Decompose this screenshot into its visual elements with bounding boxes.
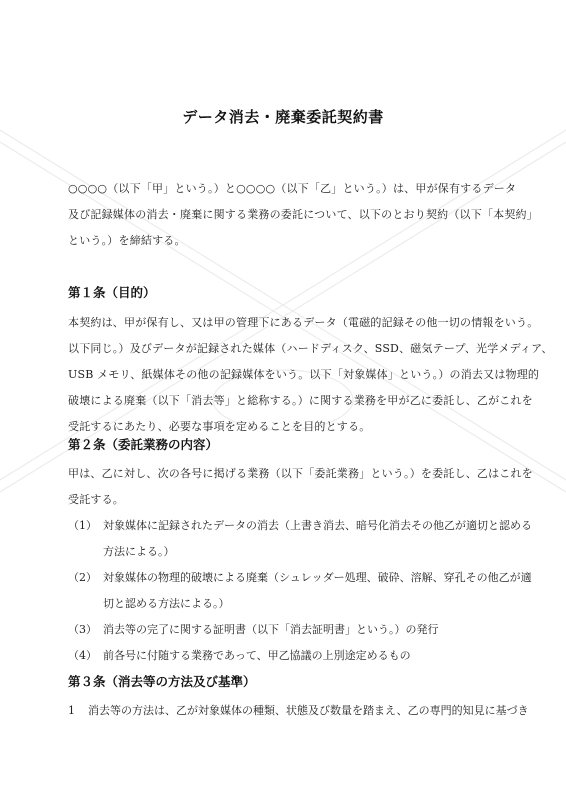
- clause-number: 1: [68, 704, 75, 717]
- item-text: 消去等の完了に関する証明書（以下「消去証明書」という。）の発行: [103, 623, 439, 636]
- article2-item-2-cont: 切と認める方法による。）: [103, 597, 230, 610]
- item-number: （3）: [68, 623, 97, 636]
- article2-line-1: 甲は、乙に対し、次の各号に掲げる業務（以下「委託業務」という。）を委託し、乙はこれを: [68, 467, 533, 480]
- item-text: 対象媒体の物理的破壊による廃棄（シュレッダー処理、破砕、溶解、穿孔その他乙が適: [103, 571, 532, 584]
- article2-item-4: [68, 643, 508, 669]
- article1-line-2: 以下同じ。）及びデータが記録された媒体（ハードディスク、SSD、磁気テープ、光学メディア、: [68, 342, 553, 355]
- clause-text: 消去等の方法は、乙が対象媒体の種類、状態及び数量を踏まえ、乙の専門的知見に基づき: [88, 704, 529, 717]
- preamble-line-2: 及び記録媒体の消去・廃棄に関する業務の委託について、以下のとおり契約（以下「本契約」: [68, 208, 538, 221]
- preamble-line-3: という。）を締結する。: [68, 234, 186, 247]
- article1-line-4: 破壊による廃棄（以下「消去等」と総称する。）に関する業務を甲が乙に委託し、乙がこれを: [68, 394, 533, 407]
- article2-heading: 第２条（委託業務の内容）: [68, 437, 219, 452]
- item-text: 前各号に付随する業務であって、甲乙協議の上別途定めるもの: [103, 649, 411, 662]
- article1-line-5: 受託するにあたり、必要な事項を定めることを目的とする。: [68, 420, 371, 433]
- item-number: （1）: [68, 519, 97, 532]
- article1-heading: 第１条（目的）: [68, 285, 156, 300]
- item-number: （2）: [68, 571, 97, 584]
- article1-line-3: USB メモリ、紙媒体その他の記録媒体をいう。以下「対象媒体」という。）の消去又は物理的: [68, 368, 540, 381]
- article3-heading: 第３条（消去等の方法及び基準）: [68, 674, 256, 689]
- article3-clause-1: [68, 698, 529, 724]
- document-title: データ消去・廃棄委託契約書: [182, 108, 384, 126]
- article2-item-1-cont: 方法による。）: [103, 545, 175, 558]
- article2-item-3: [68, 617, 508, 643]
- item-number: （4）: [68, 649, 97, 662]
- item-text: 対象媒体に記録されたデータの消去（上書き消去、暗号化消去その他乙が適切と認める: [103, 519, 532, 532]
- preamble-line-1: ○○○○（以下「甲」という。）と○○○○（以下「乙」という。）は、甲が保有するデータ: [68, 182, 517, 195]
- article2-item-2: [68, 565, 532, 591]
- article2-line-2: 受託する。: [68, 493, 124, 506]
- article2-item-1: [68, 513, 532, 539]
- article1-line-1: 本契約は、甲が保有し、又は甲の管理下にあるデータ（電磁的記録その他一切の情報をいう。: [68, 316, 539, 329]
